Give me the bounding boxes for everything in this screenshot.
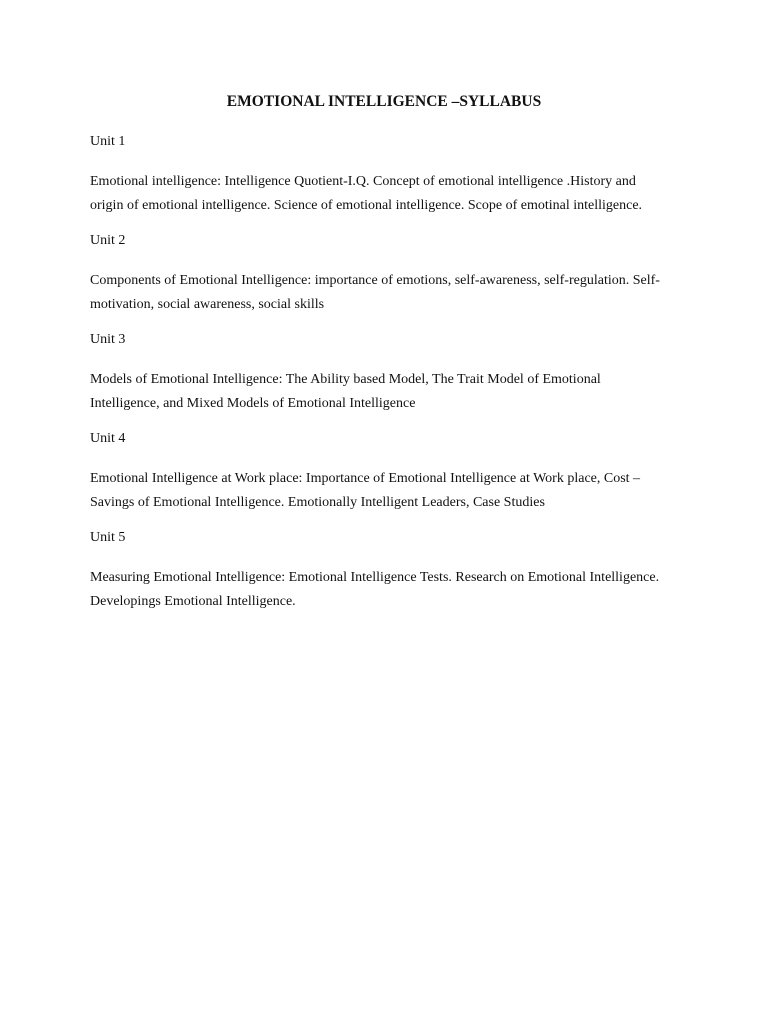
unit-section-5 [90,528,690,614]
unit-description-line: Components of Emotional Intelligence: importance of emotions, self-awareness, self-regulation. Self- [90,273,660,288]
unit-section-4 [90,429,690,515]
unit-heading: Unit 2 [90,233,126,248]
unit-description-line: Models of Emotional Intelligence: The Ability based Model, The Trait Model of Emotional [90,372,601,387]
unit-description-line: Savings of Emotional Intelligence. Emotionally Intelligent Leaders, Case Studies [90,495,545,510]
unit-section-1 [90,132,690,218]
document-title: EMOTIONAL INTELLIGENCE –SYLLABUS [226,93,542,110]
unit-description-line: Intelligence, and Mixed Models of Emotional Intelligence [90,396,416,411]
unit-description [90,170,690,218]
unit-section-2 [90,231,690,317]
unit-section-3 [90,330,690,416]
unit-description [90,269,690,317]
unit-description [90,368,690,416]
syllabus-content [90,132,690,627]
unit-description-line: Emotional intelligence: Intelligence Quotient-I.Q. Concept of emotional intelligence .History and [90,174,636,189]
unit-description-line: Developings Emotional Intelligence. [90,594,296,609]
unit-heading: Unit 5 [90,530,126,545]
unit-description-line: Emotional Intelligence at Work place: Importance of Emotional Intelligence at Work place, Cost – [90,471,641,486]
unit-heading: Unit 4 [90,431,126,446]
unit-description-line: motivation, social awareness, social skills [90,297,325,312]
unit-description-line: Measuring Emotional Intelligence: Emotional Intelligence Tests. Research on Emotional Intelligence. [90,570,660,585]
unit-description [90,467,690,515]
unit-heading: Unit 1 [90,134,126,149]
unit-description [90,566,690,614]
unit-description-line: origin of emotional intelligence. Science of emotional intelligence. Scope of emotinal intelligence. [90,198,643,213]
unit-heading: Unit 3 [90,332,126,347]
